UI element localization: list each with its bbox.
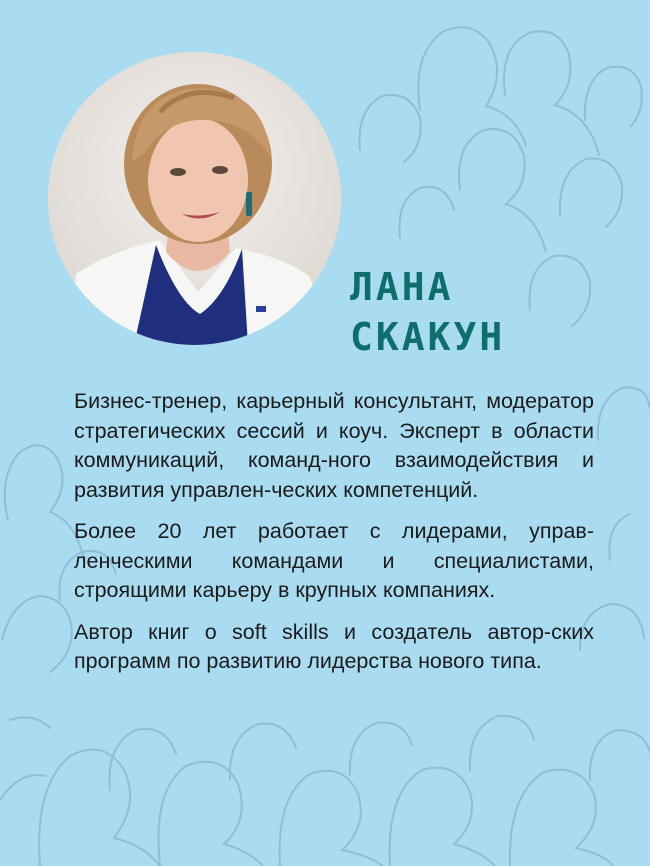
bio-paragraph-1: Бизнес-тренер, карьерный консультант, модератор стратегических сессий и коуч. Эксперт в области коммуникаций, команд-ного взаимодействия и развития управлен-ческих компетенций. (74, 389, 594, 502)
author-last-name: СКАКУН (350, 315, 506, 359)
bio-paragraph-2: Более 20 лет работает с лидерами, управ-ленческими командами и специалистами, строящими карьеру в крупных компаниях. (74, 519, 594, 602)
author-bio (74, 387, 594, 689)
bio-paragraph-3: Автор книг о soft skills и создатель автор-ских программ по развитию лидерства нового типа. (74, 619, 594, 673)
author-first-name: ЛАНА (350, 265, 454, 309)
author-name (350, 262, 505, 362)
portrait-photo-icon (48, 52, 341, 345)
author-portrait (48, 52, 341, 345)
